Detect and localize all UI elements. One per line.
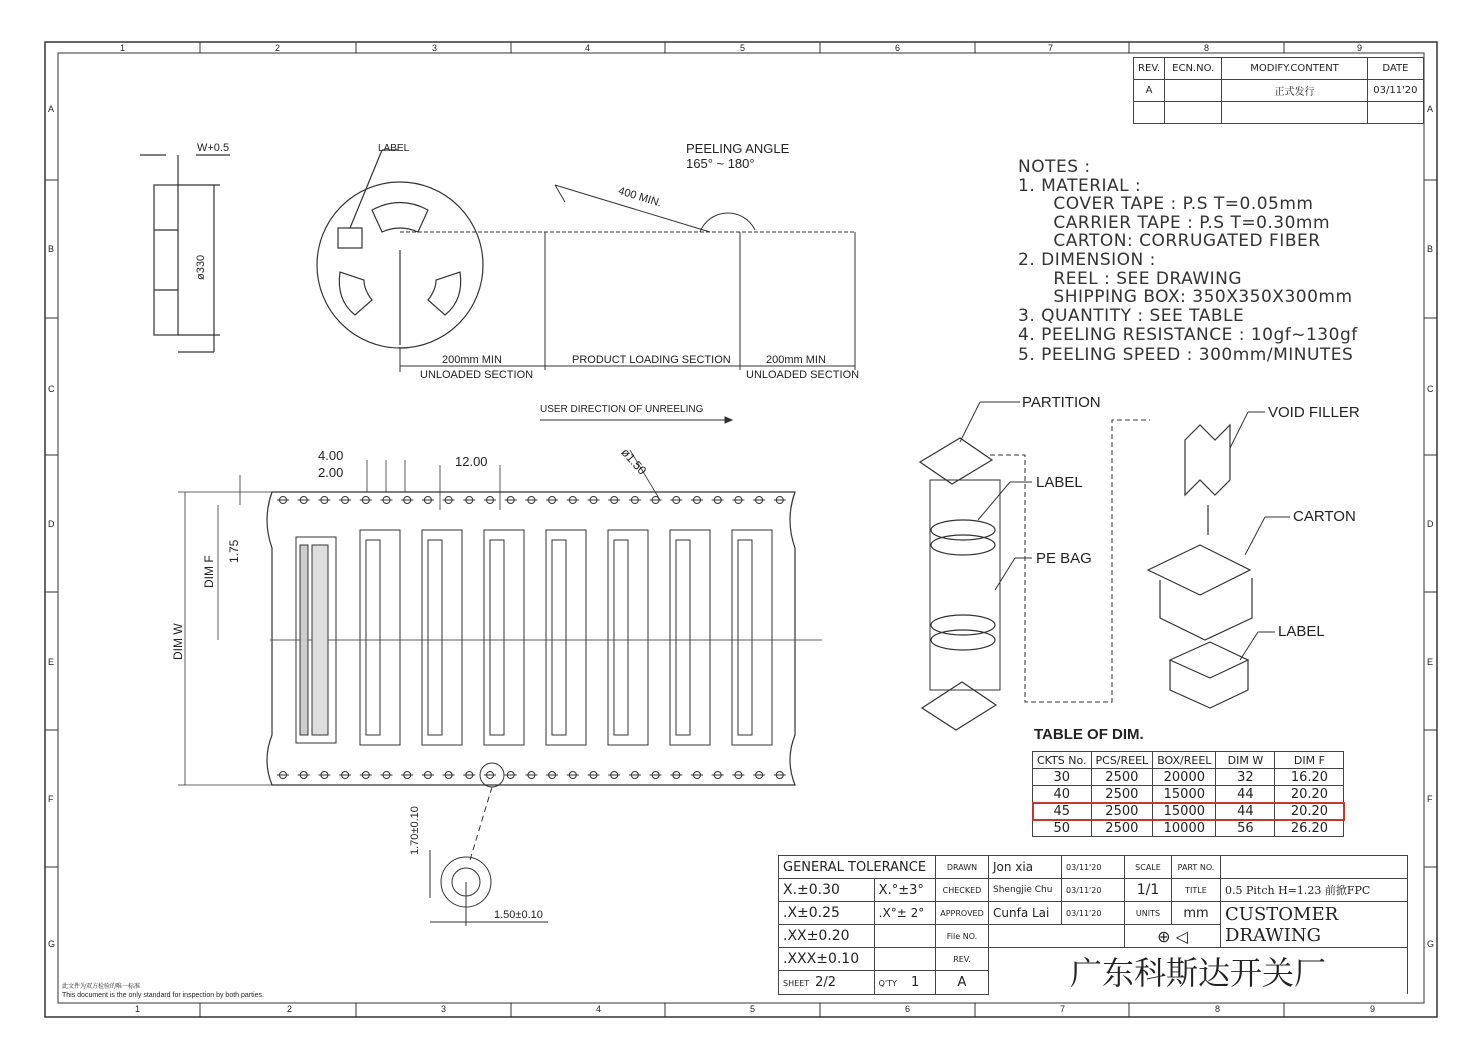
row-label: C: [48, 384, 55, 394]
units-label: UNITS: [1125, 902, 1172, 925]
title-label: TITLE: [1172, 879, 1221, 902]
row-label: A: [48, 104, 55, 114]
table-cell: 56: [1216, 820, 1275, 837]
pocket-inner: [490, 540, 504, 735]
col-label: 5: [750, 1004, 756, 1014]
tolerance-x2: .XX±0.20: [779, 925, 875, 948]
col-label: 3: [432, 43, 438, 53]
sheet-cell: [779, 971, 875, 994]
table-row: [1033, 820, 1344, 837]
packing-leaders: [960, 402, 1290, 660]
checked-date: 03/11'20: [1062, 879, 1125, 902]
part-no-label: PART NO.: [1172, 856, 1221, 879]
col-label: 2: [275, 43, 281, 53]
dim-175-label: 1.75: [227, 539, 241, 563]
row-label: G: [1427, 939, 1435, 949]
footer-note-cn: 此文件为双方检验的唯一标准: [62, 984, 141, 990]
col-label: 7: [1060, 1004, 1066, 1014]
table-cell: 20.20: [1275, 786, 1344, 803]
row-label: G: [48, 939, 56, 949]
notes-title: NOTES :: [1018, 157, 1091, 177]
rev-cell: [1134, 102, 1165, 124]
sprocket-holes: [277, 497, 786, 779]
reel-front-view: [317, 150, 483, 348]
drawn-by: Jon xia: [989, 856, 1062, 879]
dim-f-label: DIM F: [202, 555, 216, 588]
table-cell: 16.20: [1275, 769, 1344, 786]
row-label: D: [1427, 519, 1434, 529]
checked-label: CHECKED: [936, 879, 989, 902]
modify-cell: 正式发行: [1222, 80, 1368, 102]
revision-table: [1133, 57, 1424, 124]
unreel-arrow: [540, 417, 732, 423]
table-cell: 44: [1216, 803, 1275, 820]
pe-bag-label: PE BAG: [1036, 550, 1092, 567]
date-cell: [1367, 102, 1423, 124]
label-callout-2: LABEL: [1278, 623, 1325, 640]
approved-by: Cunfa Lai: [989, 902, 1062, 925]
table-cell: 2500: [1091, 820, 1153, 837]
dim-table-header: BOX/REEL: [1153, 752, 1216, 769]
hole-height-label: 1.70±0.10: [409, 806, 421, 855]
qty-label: Q'TY: [878, 978, 897, 988]
pocket-inner: [428, 540, 442, 735]
section-left-length: 200mm MIN: [442, 354, 502, 366]
table-cell: 45: [1033, 803, 1092, 820]
dim-table-header: DIM F: [1275, 752, 1344, 769]
pocket-inner: [676, 540, 690, 735]
table-cell: 50: [1033, 820, 1092, 837]
carton-label: CARTON: [1293, 508, 1356, 525]
table-cell: 20000: [1153, 769, 1216, 786]
row-label: F: [48, 794, 54, 804]
angle-tolerance-x1: .X°± 2°: [874, 902, 935, 925]
reel-width-label: W+0.5: [197, 142, 230, 154]
section-right-length: 200mm MIN: [766, 354, 826, 366]
notes-line: CARTON: CORRUGATED FIBER: [1018, 231, 1321, 251]
rev-value: A: [936, 971, 989, 994]
pocket-inner: [552, 540, 566, 735]
col-label: 8: [1215, 1004, 1221, 1014]
part-no-value: [1221, 856, 1408, 879]
drawn-date: 03/11'20: [1062, 856, 1125, 879]
sheet-value: 2/2: [815, 974, 837, 990]
drawn-label: DRAWN: [936, 856, 989, 879]
projection-icon: ⊕ ◁: [1125, 925, 1221, 948]
units-value: mm: [1172, 902, 1221, 925]
scale-label: SCALE: [1125, 856, 1172, 879]
col-label: 1: [120, 43, 126, 53]
table-cell: 30: [1033, 769, 1092, 786]
ecn-cell: [1165, 102, 1222, 124]
approved-date: 03/11'20: [1062, 902, 1125, 925]
tolerance-x3: .XXX±0.10: [779, 948, 875, 971]
col-label: 4: [596, 1004, 602, 1014]
row-label: C: [1427, 384, 1434, 394]
date-header: DATE: [1367, 58, 1423, 80]
footer-note: This document is the only standard for inspection by both parties.: [62, 992, 264, 999]
approved-label: APPROVED: [936, 902, 989, 925]
table-cell: 15000: [1153, 786, 1216, 803]
table-row: [1033, 769, 1344, 786]
table-cell: 15000: [1153, 803, 1216, 820]
empty-cell: [874, 948, 935, 971]
pocket-inner: [366, 540, 380, 735]
unreel-direction-label: USER DIRECTION OF UNREELING: [540, 404, 704, 415]
partition-label: PARTITION: [1022, 394, 1101, 411]
col-label: 6: [895, 43, 901, 53]
modify-header: MODIFY.CONTENT: [1222, 58, 1368, 80]
table-cell: 2500: [1091, 803, 1153, 820]
table-cell: 20.20: [1275, 803, 1344, 820]
dim-table-header: CKTS No.: [1033, 752, 1092, 769]
pitch-2-label: 2.00: [318, 465, 344, 480]
dim-table-header: PCS/REEL: [1091, 752, 1153, 769]
notes-line: 1. MATERIAL :: [1018, 176, 1142, 196]
table-cell: 26.20: [1275, 820, 1344, 837]
angle-tolerance-x: X.°±3°: [874, 879, 935, 902]
pockets: [360, 530, 772, 745]
title-value: 0.5 Pitch H=1.23 前掀FPC: [1221, 879, 1408, 902]
pocket-inner: [738, 540, 752, 735]
reel-diameter-label: ø330: [195, 254, 207, 280]
col-label: 9: [1370, 1004, 1376, 1014]
col-label: 4: [585, 43, 591, 53]
modify-cell: [1222, 102, 1368, 124]
col-label: 5: [740, 43, 746, 53]
table-cell: 44: [1216, 786, 1275, 803]
void-filler-label: VOID FILLER: [1268, 404, 1360, 421]
dim-table: [1032, 751, 1344, 837]
pitch-12-label: 12.00: [455, 454, 488, 469]
file-no-label: File NO.: [936, 925, 989, 948]
row-label: D: [48, 519, 55, 529]
table-row: [1033, 786, 1344, 803]
ecn-cell: [1165, 80, 1222, 102]
table-cell: 2500: [1091, 769, 1153, 786]
date-cell: 03/11'20: [1367, 80, 1423, 102]
notes-line: CARRIER TAPE : P.S T=0.30mm: [1018, 213, 1331, 233]
scale-value: 1/1: [1125, 879, 1172, 902]
table-cell: 32: [1216, 769, 1275, 786]
peeling-angle-title: PEELING ANGLE: [686, 141, 790, 156]
packing-diagram: [920, 420, 1252, 730]
row-label: B: [1427, 244, 1434, 254]
row-label: E: [1427, 657, 1434, 667]
notes-line: 5. PEELING SPEED : 300mm/MINUTES: [1018, 345, 1354, 365]
rev-header: REV.: [1134, 58, 1165, 80]
qty-cell: [874, 971, 935, 994]
section-right-name: UNLOADED SECTION: [746, 369, 860, 381]
dim-table-header: DIM W: [1216, 752, 1275, 769]
table-cell: 10000: [1153, 820, 1216, 837]
row-label: F: [1427, 794, 1433, 804]
table-cell: 40: [1033, 786, 1092, 803]
title-block: [778, 855, 1408, 995]
rev-label: REV.: [936, 948, 989, 971]
col-label: 2: [287, 1004, 293, 1014]
row-label: A: [1427, 104, 1434, 114]
pocket-inner: [614, 540, 628, 735]
tolerance-x1: .X±0.25: [779, 902, 875, 925]
col-label: 3: [441, 1004, 447, 1014]
notes-line: 4. PEELING RESISTANCE : 10gf~130gf: [1018, 325, 1358, 345]
hole-detail: [430, 763, 548, 926]
peeling-angle-value: 165° ~ 180°: [686, 156, 755, 171]
ecn-header: ECN.NO.: [1165, 58, 1222, 80]
label-callout: LABEL: [1036, 474, 1083, 491]
empty-cell: [874, 925, 935, 948]
dim-w-label: DIM W: [171, 623, 185, 660]
hole-diameter-label: ø1.50: [618, 445, 650, 478]
table-row-highlighted: [1033, 803, 1344, 820]
carrier-tape-top: [267, 492, 822, 785]
notes-line: SHIPPING BOX: 350X350X300mm: [1018, 287, 1353, 307]
tape-strip: [400, 185, 855, 372]
checked-by: Shengjie Chu: [989, 879, 1062, 902]
customer-drawing-label: CUSTOMER DRAWING: [1221, 902, 1408, 948]
section-mid-name: PRODUCT LOADING SECTION: [572, 354, 731, 366]
row-label: B: [48, 244, 55, 254]
reel-side-view: [140, 155, 230, 352]
row-label: E: [48, 657, 55, 667]
col-label: 6: [905, 1004, 911, 1014]
sheet-label: SHEET: [783, 978, 810, 988]
section-left-name: UNLOADED SECTION: [420, 369, 534, 381]
qty-value: 1: [910, 974, 920, 990]
file-no-value: [989, 925, 1125, 948]
company-name: 广东科斯达开关厂: [989, 948, 1408, 995]
general-tolerance-label: GENERAL TOLERANCE: [779, 856, 936, 879]
notes-line: REEL : SEE DRAWING: [1018, 269, 1243, 289]
rev-cell: A: [1134, 80, 1165, 102]
col-label: 7: [1048, 43, 1054, 53]
hole-width-label: 1.50±0.10: [494, 909, 543, 921]
col-label: 9: [1357, 43, 1363, 53]
min-length-label: 400 MIN.: [616, 185, 663, 210]
notes-line: 2. DIMENSION :: [1018, 250, 1156, 270]
notes-line: 3. QUANTITY : SEE TABLE: [1018, 306, 1245, 326]
dim-table-title: TABLE OF DIM.: [1034, 726, 1144, 743]
table-cell: 2500: [1091, 786, 1153, 803]
reel-label-callout: LABEL: [378, 143, 410, 154]
pitch-4-label: 4.00: [318, 448, 344, 463]
col-label: 1: [135, 1004, 141, 1014]
tolerance-x: X.±0.30: [779, 879, 875, 902]
col-label: 8: [1204, 43, 1210, 53]
notes-line: COVER TAPE : P.S T=0.05mm: [1018, 194, 1314, 214]
